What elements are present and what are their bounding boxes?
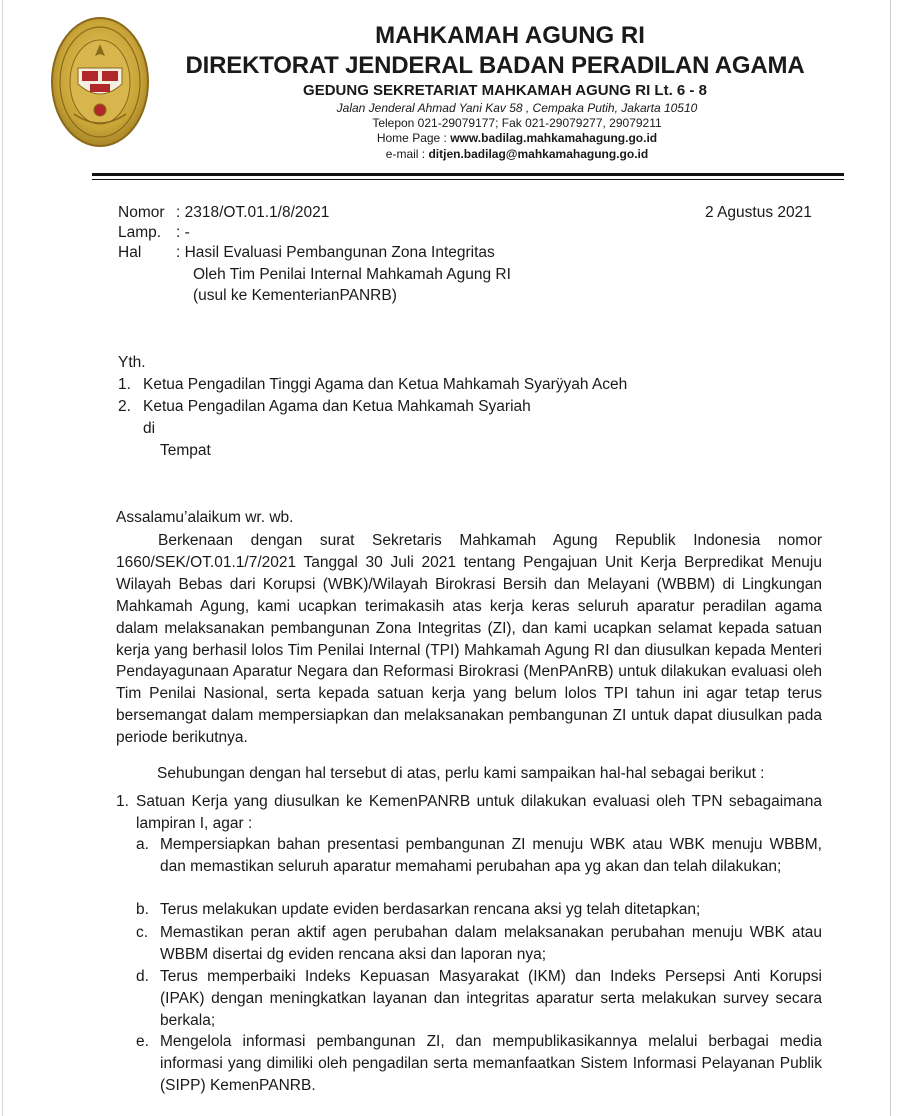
recipient-1-text: Ketua Pengadilan Tinggi Agama dan Ketua Mahkamah Syarÿyah Aceh [143, 376, 628, 393]
subpoint-c-text: Memastikan peran aktif agen perubahan dalam melaksanakan perubahan menuju WBK atau WBBM disertai dg eviden rencana aksi dan laporan nya; [160, 924, 822, 963]
email-label: e-mail : [385, 147, 429, 161]
subpoint-e-text: Mengelola informasi pembangunan ZI, dan mempublikasikannya melalui berbagai media informasi yang dimiliki oleh pengadilan serta memanfaatkan Sistem Informasi Pelayanan Publik (SIPP) KemenPANRB. [160, 1033, 822, 1094]
paragraph-1 [116, 530, 822, 749]
recipient-di: di [143, 420, 156, 437]
subpoint-e-letter: e. [136, 1033, 149, 1050]
lamp-label: Lamp. [118, 224, 162, 241]
scan-edge-left [2, 0, 3, 1116]
institution-name: MAHKAMAH AGUNG RI [375, 22, 645, 49]
hal-line-2: Oleh Tim Penilai Internal Mahkamah Agung RI [193, 266, 511, 283]
subpoint-d-text: Terus memperbaiki Indeks Kepuasan Masyarakat (IKM) dan Indeks Persepsi Anti Korupsi (IPAK) dengan meningkatkan layanan dan integritas aparatur serta melakukan survey secara berkala; [160, 968, 822, 1029]
hal-label: Hal [118, 244, 142, 261]
subpoint-d [160, 966, 822, 1032]
letterhead-divider-thin [92, 179, 844, 180]
building-line: GEDUNG SEKRETARIAT MAHKAMAH AGUNG RI Lt. 6 - 8 [303, 82, 707, 99]
recipient-2-number: 2. [118, 398, 131, 415]
email-link[interactable]: ditjen.badilag@mahkamahagung.go.id [428, 147, 649, 161]
point-1-number: 1. [116, 793, 129, 810]
subpoint-b-text: Terus melakukan update eviden berdasarkan rencana aksi yg telah ditetapkan; [160, 901, 701, 918]
lamp-value: : - [176, 224, 190, 241]
subpoint-a [160, 834, 822, 878]
subpoint-a-letter: a. [136, 836, 149, 853]
recipient-2-text: Ketua Pengadilan Agama dan Ketua Mahkamah Syariah [143, 398, 531, 415]
directorate-name: DIREKTORAT JENDERAL BADAN PERADILAN AGAMA [185, 52, 805, 79]
nomor-label: Nomor [118, 204, 165, 221]
letter-date: 2 Agustus 2021 [705, 204, 812, 221]
greeting: Assalamu’alaikum wr. wb. [116, 509, 294, 526]
point-1-text: Satuan Kerja yang diusulkan ke KemenPANRB untuk dilakukan evaluasi oleh TPN sebagaimana lampiran I, agar : [136, 793, 822, 832]
subpoint-c-letter: c. [136, 924, 149, 941]
paragraph-2: Sehubungan dengan hal tersebut di atas, perlu kami sampaikan hal-hal sebagai berikut : [157, 765, 765, 782]
subpoint-a-text: Mempersiapkan bahan presentasi pembangunan ZI menuju WBK atau WBK menuju WBBM, dan memastikan seluruh aparatur memahami perubahan apa yg akan dan telah dilakukan; [160, 836, 822, 875]
nomor-value: : 2318/OT.01.1/8/2021 [176, 204, 330, 221]
subpoint-b [160, 899, 822, 921]
point-1 [136, 791, 822, 835]
recipient-tempat: Tempat [160, 442, 211, 459]
yth-salutation: Yth. [118, 354, 146, 371]
paragraph-1-text: Berkenaan dengan surat Sekretaris Mahkamah Agung Republik Indonesia nomor 1660/SEK/OT.01.1/7/2021 Tanggal 30 Juli 2021 tentang Pengajuan Unit Kerja Berpredikat Menuju Wilayah Bebas dari Korupsi (WBK)/Wilayah Birokrasi Bersih dan Melayani (WBBM) di Lingkungan Mahkamah Agung, kami ucapkan terimakasih atas kerja keras seluruh aparatur peradilan agama dalam melaksanakan pembangunan Zona Integritas (ZI), dan kami ucapkan selamat kepada satuan kerja yang berhasil lolos Tim Penilai Internal (TPI) Mahkamah Agung RI dan diusulkan kepada Menteri Pendayagunaan Aparatur Negara dan Reformasi Birokrasi (MenPAnRB) untuk dilakukan evaluasi oleh Tim Penilai Nasional, serta kepada satuan kerja yang belum lolos TPI tahun ini agar tetap terus bersemangat dalam mempersiapkan dan melaksanakan pembangunan ZI untuk dapat diusulkan pada periode berikutnya. [116, 532, 822, 747]
subpoint-d-letter: d. [136, 968, 149, 985]
homepage-line [0, 131, 900, 145]
address-line: Jalan Jenderal Ahmad Yani Kav 58 , Cempaka Putih, Jakarta 10510 [336, 101, 698, 115]
recipient-1-number: 1. [118, 376, 131, 393]
email-line [0, 147, 900, 161]
subpoint-e [160, 1031, 822, 1097]
scan-edge-right [890, 0, 891, 1116]
phone-line: Telepon 021-29079177; Fak 021-29079277, 29079211 [372, 116, 662, 130]
letterhead-divider-thick [92, 173, 844, 176]
hal-line-1: : Hasil Evaluasi Pembangunan Zona Integritas [176, 244, 495, 261]
hal-line-3: (usul ke KementerianPANRB) [193, 287, 397, 304]
homepage-label: Home Page : [376, 131, 451, 145]
subpoint-c [160, 922, 822, 966]
homepage-link[interactable]: www.badilag.mahkamahagung.go.id [450, 131, 658, 145]
subpoint-b-letter: b. [136, 901, 149, 918]
